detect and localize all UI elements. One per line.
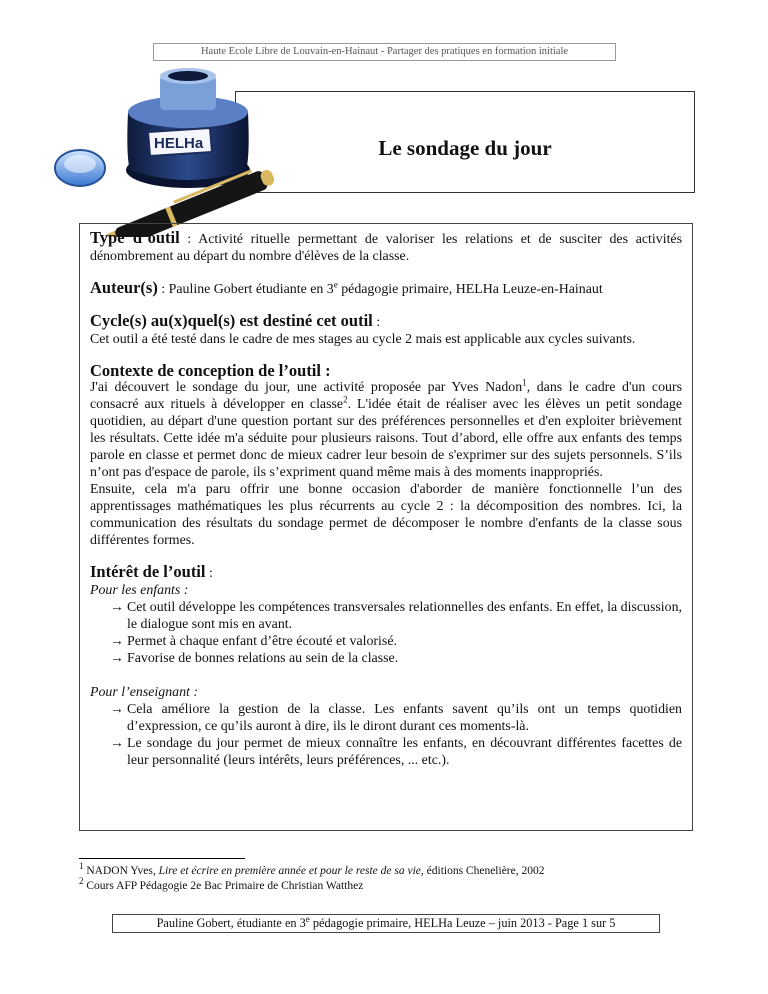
section-heading: Type d’outil [90,228,180,247]
list-item-text: Le sondage du jour permet de mieux connaître les enfants, en découvrant différentes facettes de leur personnalité (leurs intérêts, leurs préférences, ... etc.). [127,736,682,768]
footnote-2 [79,876,719,893]
arrow-icon: → [110,651,124,666]
separator: : [179,232,199,247]
section-auteur [90,279,682,298]
footnote-ref-2: 2 [343,394,348,405]
tool-description-box [79,223,693,831]
footnote-rest: éditions Chenelière, 2002 [423,865,545,877]
section-type [90,229,682,265]
arrow-icon: → [110,736,124,751]
paragraph-text: J'ai découvert le sondage du jour, une activité proposée par Yves Nadon [90,380,523,395]
separator: : [205,566,213,581]
arrow-icon: → [110,702,124,717]
footnote-author: NADON Yves, [83,865,159,877]
list-item [110,701,682,735]
section-text: Activité rituelle permettant de valoriser les relations et de susciter des activités dénombrement au départ du nombre d'élèves de la classe. [90,232,682,264]
section-text: pédagogie primaire, HELHa Leuze-en-Hainaut [337,282,603,297]
enseignant-list [90,701,682,769]
section-contexte-p1 [90,379,682,481]
footer-text: pédagogie primaire, HELHa Leuze – juin 2013 - Page 1 sur 5 [309,916,616,930]
brand-label: HELHa [154,135,204,152]
section-cycle-heading [90,312,682,331]
footnote-number: 1 [79,861,84,872]
enseignant-label: Pour l’enseignant : [90,685,199,700]
arrow-icon: → [110,634,124,649]
footnote-text: Cours AFP Pédagogie 2e Bac Primaire de Christian Watthez [83,880,364,892]
list-item-text: Permet à chaque enfant d’être écouté et valorisé. [127,634,397,649]
superscript: e [305,913,310,924]
enfants-list [90,599,682,667]
footer-text: Pauline Gobert, étudiante en 3 [156,916,306,930]
list-item-text: Cet outil développe les compétences transversales relationnelles des enfants. En effet, la discussion, le dialogue sont mis en avant. [127,600,682,632]
page-footer [112,914,660,933]
list-item-text: Cela améliore la gestion de la classe. Les enfants savent qu’ils ont un temps quotidien d’expression, ce qu’ils auront à dire, ils le diront durant ces moments-là. [127,702,682,734]
list-item [110,633,682,650]
list-item [110,599,682,633]
footnote-ref-1: 1 [522,377,527,388]
paragraph-text: . L'idée était de réaliser avec les élèves un petit sondage quotidien, au départ d'une question portant sur des préférences personnelles et d'en exploiter brièvement les résultats. Cette idée m'a séduite pour plusieurs raisons. Tout d’abord, elle offre aux enfants des temps parole en classe et permet donc de mieux cadrer leur besoin de s'exprimer sur des sujets personnels. S’ils n’ont pas d'espace de parole, ils s’expriment quand même mais à des moments inappropriés. [90,397,682,480]
section-cycle-text: Cet outil a été testé dans le cadre de mes stages au cycle 2 mais est applicable aux cycles suivants. [90,332,636,347]
section-text: Pauline Gobert étudiante en 3 [168,282,334,297]
superscript: e [333,279,338,290]
paragraph-text: , dans le cadre d'un cours consacré aux rituels à développer en classe [90,380,682,412]
section-contexte-heading: Contexte de conception de l’outil : [90,361,331,380]
section-heading: Auteur(s) [90,278,158,297]
footnote-title: Lire et écrire en première année et pour le reste de sa vie, [158,865,424,877]
arrow-icon: → [110,600,124,615]
section-heading: Intérêt de l’outil [90,562,206,581]
page-header: Haute Ecole Libre de Louvain-en-Hainaut - Partager des pratiques en formation initiale [153,43,616,61]
list-item [110,650,682,667]
footnote-number: 2 [79,876,84,887]
footnote-separator [79,858,245,859]
ink-bottle-fountain-pen-icon [48,62,318,237]
separator: : [157,282,169,297]
page-title: Le sondage du jour [378,136,552,160]
list-item [110,735,682,769]
enfants-label: Pour les enfants : [90,583,189,598]
section-heading: Cycle(s) au(x)quel(s) est destiné cet outil [90,311,373,330]
section-contexte-p2: Ensuite, cela m'a paru offrir une bonne occasion d'aborder de manière fonctionnelle l’un des apprentissages mathématiques les plus récurrents au cycle 2 : la décomposition des nombres. Ici, la communication des résultats du sondage permet de décomposer le nombre d'enfants de la classe sous différentes formes. [90,482,682,548]
section-interet-heading [90,563,682,582]
footnote-1 [79,861,719,878]
separator: : [372,315,381,330]
list-item-text: Favorise de bonnes relations au sein de la classe. [127,651,399,666]
